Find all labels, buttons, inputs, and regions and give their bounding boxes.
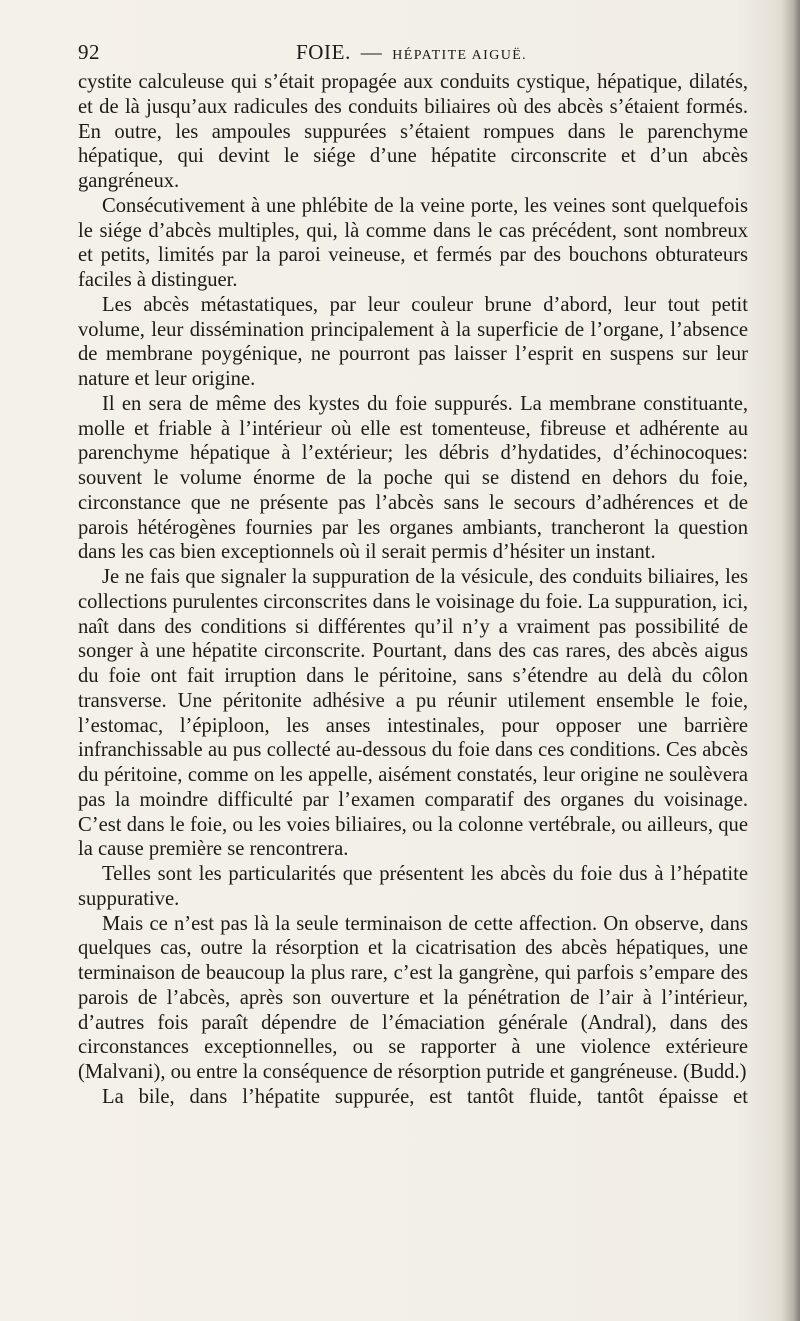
paragraph-8: La bile, dans l’hépatite suppurée, est tantôt fluide, tantôt épaisse et (102, 1085, 748, 1108)
running-title (296, 40, 527, 65)
body-text (78, 70, 748, 1110)
page-edge-shadow (782, 0, 800, 1321)
paragraph-3: Les abcès métastatiques, par leur couleur brune d’abord, leur tout petit volume, leur dissémination principalement à la superficie de l’organe, l’absence de membrane poygénique, ne pourront pas laisser l’esprit en suspens sur leur nature et leur origine. (78, 293, 748, 390)
page-number: 92 (78, 40, 100, 64)
running-title-main: FOIE. (296, 40, 351, 64)
paragraph-1: cystite calculeuse qui s’était propagée aux conduits cystique, hépatique, dilatés, et de là jusqu’aux radicules des conduits biliaires où des abcès s’étaient formés. En outre, les ampoules suppurées s’étaient rompues dans le parenchyme hépatique, qui devint le siége d’une hépatite circonscrite et d’un abcès gangréneux. (78, 71, 748, 192)
running-header (78, 38, 748, 68)
running-title-subtitle: HÉPATITE AIGUË. (392, 48, 528, 63)
running-title-dash: — (360, 40, 383, 64)
paragraph-7: Mais ce n’est pas là la seule terminaison de cette affection. On observe, dans quelques cas, outre la résorption et la cicatrisation des abcès hépatiques, une terminaison de beaucoup la plus rare, c’est la gangrène, qui parfois s’empare des parois de l’abcès, après son ouverture et la pénétration de l’air à l’intérieur, d’autres fois paraît dépendre de l’émaciation générale (Andral), dans des circonstances exceptionnelles, ou se rapporter à une violence extérieure (Malvani), ou entre la conséquence de résorption putride et gangréneuse. (Budd.) (78, 912, 748, 1083)
paragraph-2: Consécutivement à une phlébite de la veine porte, les veines sont quelquefois le siége d’abcès multiples, qui, là comme dans le cas précédent, sont nombreux et petits, limités par la paroi veineuse, et fermés par des bouchons obturateurs faciles à distinguer. (78, 194, 748, 291)
paragraph-5: Je ne fais que signaler la suppuration de la vésicule, des conduits biliaires, les collections purulentes circonscrites dans le voisinage du foie. La suppuration, ici, naît dans des conditions si différentes qu’il n’y a vraiment pas possibilité de songer à une hépatite circonscrite. Pourtant, dans des cas rares, des abcès aigus du foie ont fait irruption dans le péritoine, sans s’étendre au delà du côlon transverse. Une péritonite adhésive a pu réunir utilement ensemble le foie, l’estomac, l’épiploon, les anses intestinales, pour opposer une barrière infranchissable au pus collecté au-dessous du foie dans ces conditions. Ces abcès du péritoine, comme on les appelle, aisément constatés, leur origine ne soulèvera pas la moindre difficulté par l’examen comparatif des organes du voisinage. C’est dans le foie, ou les voies biliaires, ou la colonne vertébrale, ou ailleurs, que la cause première se rencontrera. (78, 566, 748, 861)
paragraph-4: Il en sera de même des kystes du foie suppurés. La membrane constituante, molle et friable à l’intérieur où elle est tomenteuse, fibreuse et adhérente au parenchyme hépatique à l’extérieur; les débris d’hydatides, d’échinocoques: souvent le volume énorme de la poche qui se distend en dehors du foie, circonstance que ne présente pas l’abcès sans le secours d’adhérences et de parois hétérogènes fournies par les organes ambiants, trancheront la question dans les cas bien exceptionnels où il serait permis d’hésiter un instant. (78, 392, 748, 564)
paragraph-6: Telles sont les particularités que présentent les abcès du foie dus à l’hépatite suppurative. (78, 863, 748, 910)
